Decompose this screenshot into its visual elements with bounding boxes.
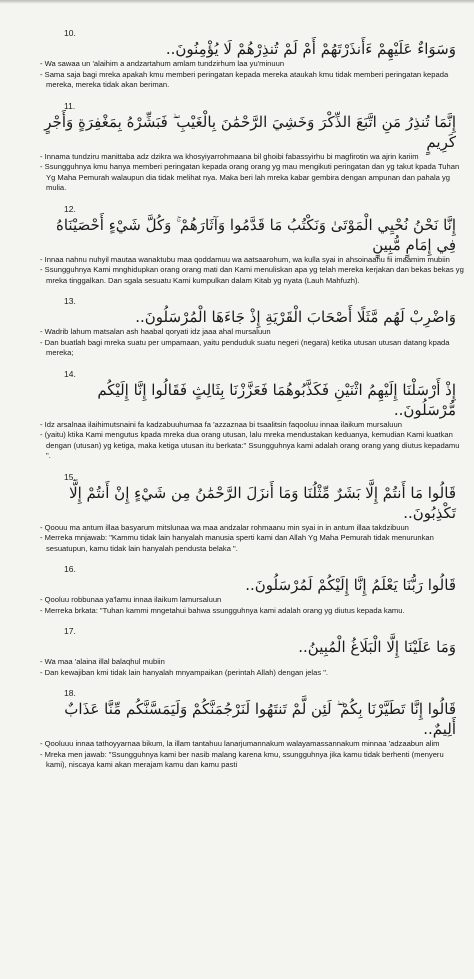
translation: - Mreka men jawab: "Ssungguhnya kami ber nasib malang karena kmu, ssungguhnya jika kamu tidak berhenti (menyeru kami), niscaya kami akan merajam kamu dan kamu pasti <box>40 749 446 769</box>
scan-top-edge <box>0 0 474 4</box>
verse-number: 15. <box>64 471 76 482</box>
verse-18 <box>40 688 466 771</box>
arabic-text: قَالُوا رَبُّنَا يَعْلَمُ إِنَّا إِلَيْكُمْ لَمُرْسَلُونَ.. <box>245 576 456 594</box>
verse-number: 12. <box>64 203 76 214</box>
verse-number: 10. <box>64 28 76 38</box>
translation: - (yaitu) ktika Kami mengutus kpada mreka dua orang utusan, lalu mreka mendustakan keduanya, kemudian Kami kuatkan dengan (utusan) yg ketiga, maka ketiga utusan itu berkata:" Ssungguhnya kami adalah orang orang yang diutus kepadamu ". <box>40 430 462 460</box>
transliteration: - Innaa nahnu nuhyil mautaa wanaktubu maa qoddamuu wa aatsaarohum, wa kulla syai in ahsoinaahu fii imaamim mubiin <box>40 254 450 264</box>
verse-12 <box>40 204 466 287</box>
translation: - Dan buatlah bagi mreka suatu per umpamaan, yaitu penduduk suatu negeri (negara) ketika utusan utusan datang kpada mereka; <box>40 337 452 357</box>
document-page <box>40 28 466 781</box>
arabic-text: إِذْ أَرْسَلْنَا إِلَيْهِمُ اثْنَيْنِ فَكَذَّبُوهُمَا فَعَزَّزْنَا بِثَالِثٍ فَقَالُوا إِنَّا إِلَيْكُم مُّرْسَلُونَ.. <box>97 380 456 419</box>
arabic-text: قَالُوا إِنَّا تَطَيَّرْنَا بِكُمْ ۖ لَئِن لَّمْ تَنتَهُوا لَنَرْجُمَنَّكُمْ وَلَيَمَسَّنَّكُم مِّنَّا عَذَابٌ أَلِيمٌ.. <box>64 700 456 738</box>
transliteration: - Qoouu ma antum illaa basyarum mitslunaa wa maa andzalar rohmaanu min syai in in antum illaa takdzibuun <box>40 522 409 532</box>
verse-16 <box>40 564 466 616</box>
verse-11 <box>40 101 466 194</box>
translation: - Ssungguhnya kmu hanya memberi peringatan kepada orang orang yg mau mengikuti peringatan dan yg takut kpada Tuhan Yg Maha Pemurah walaupun dia tidak melihat nya. Maka beri lah mreka kabar gembira dengan ampunan dan pahala yg mulia. <box>40 162 462 192</box>
verse-14 <box>40 369 466 462</box>
arabic-text: وَاضْرِبْ لَهُم مَّثَلًا أَصْحَابَ الْقَرْيَةِ إِذْ جَاءَهَا الْمُرْسَلُونَ.. <box>135 308 456 326</box>
translation: - Dan kewajiban kmi tidak lain hanyalah mnyampaikan (perintah Allah) dengan jelas ". <box>40 667 329 677</box>
verse-number: 16. <box>64 564 76 574</box>
verse-number: 18. <box>64 688 76 698</box>
transliteration: - Qooluu robbunaa ya'lamu innaa ilaikum lamursaluun <box>40 595 222 604</box>
transliteration: - Idz arsalnaa ilaihimutsnaini fa kadzabuuhumaa fa 'azzaznaa bi tsaalitsin faqooluu innaa ilaikum mursaluun <box>40 419 402 429</box>
arabic-text: وَمَا عَلَيْنَا إِلَّا الْبَلَاغُ الْمُبِينُ.. <box>298 638 456 656</box>
verse-15 <box>40 472 466 555</box>
translation: - Merreka mnjawab: "Kammu tidak lain hanyalah manusia sperti kami dan Allah Yg Maha Pemurah tidak menurunkan sesuatupun, kamu tidak lain hanyalah pendusta belaka ". <box>40 533 436 553</box>
transliteration: - Wadrib lahum matsalan ash haabal qoryati idz jaaa ahal mursaluun <box>40 327 271 336</box>
transliteration: - Wa sawaa un 'alaihim a andzartahum amlam tundzirhum laa yu'minuun <box>40 59 285 68</box>
transliteration: - Qooluuu innaa tathoyyarnaa bikum, la illam tantahuu lanarjumannakum walayamassannakum minnaa 'adzaabun alim <box>40 739 440 748</box>
translation: - Merreka brkata: "Tuhan kammi mngetahui bahwa ssungguhnya kami adalah orang yg diutus kepada kamu. <box>40 605 405 615</box>
transliteration: - Wa maa 'alaina illal balaqhul mubiin <box>40 657 165 666</box>
verse-number: 17. <box>64 626 76 636</box>
translation: - Ssungguhnya Kami mnghidupkan orang orang mati dan Kami menuliskan apa yg telah mereka kerjakan dan bekas bekas yg mreka tinggalkan. Dan sgala sesuatu Kami kumpulkan dalam Kitab yg nyata (Lauh Mahfuzh). <box>40 265 466 285</box>
translation: - Sama saja bagi mreka apakah kmu memberi peringatan kepada mereka ataukah kmu tidak memberi peringatan kepada mereka, mereka tidak akan beriman. <box>40 69 451 89</box>
arabic-text: وَسَوَاءٌ عَلَيْهِمْ ءَأَنذَرْتَهُمْ أَمْ لَمْ تُنذِرْهُمْ لَا يُؤْمِنُونَ.. <box>165 40 456 58</box>
verse-number: 11. <box>64 100 76 111</box>
verse-10 <box>40 28 466 91</box>
verse-17 <box>40 626 466 678</box>
arabic-text: قَالُوا مَا أَنتُمْ إِلَّا بَشَرٌ مِّثْلُنَا وَمَا أَنزَلَ الرَّحْمَٰنُ مِن شَيْءٍ إِنْ أَنتُمْ إِلَّا تَكْذِبُونَ.. <box>69 483 456 522</box>
verse-number: 13. <box>64 296 76 306</box>
verse-13 <box>40 296 466 359</box>
arabic-text: إِنَّمَا تُنذِرُ مَنِ اتَّبَعَ الذِّكْرَ وَخَشِيَ الرَّحْمَٰنَ بِالْغَيْبِ ۖ فَبَشِّرْهُ بِمَغْفِرَةٍ وَأَجْرٍ كَرِيمٍ <box>44 112 456 151</box>
verse-number: 14. <box>64 368 76 379</box>
arabic-text: إِنَّا نَحْنُ نُحْيِي الْمَوْتَىٰ وَنَكْتُبُ مَا قَدَّمُوا وَآثَارَهُمْ ۚ وَكُلَّ شَيْءٍ أَحْصَيْنَاهُ فِي إِمَامٍ مُّبِينٍ <box>56 215 456 254</box>
transliteration: - Innama tundziru manittaba adz dzikra wa khosyiyarrohmaana bil ghoibi fabassyirhu bi magfirotin wa ajrin kariim <box>40 151 419 161</box>
